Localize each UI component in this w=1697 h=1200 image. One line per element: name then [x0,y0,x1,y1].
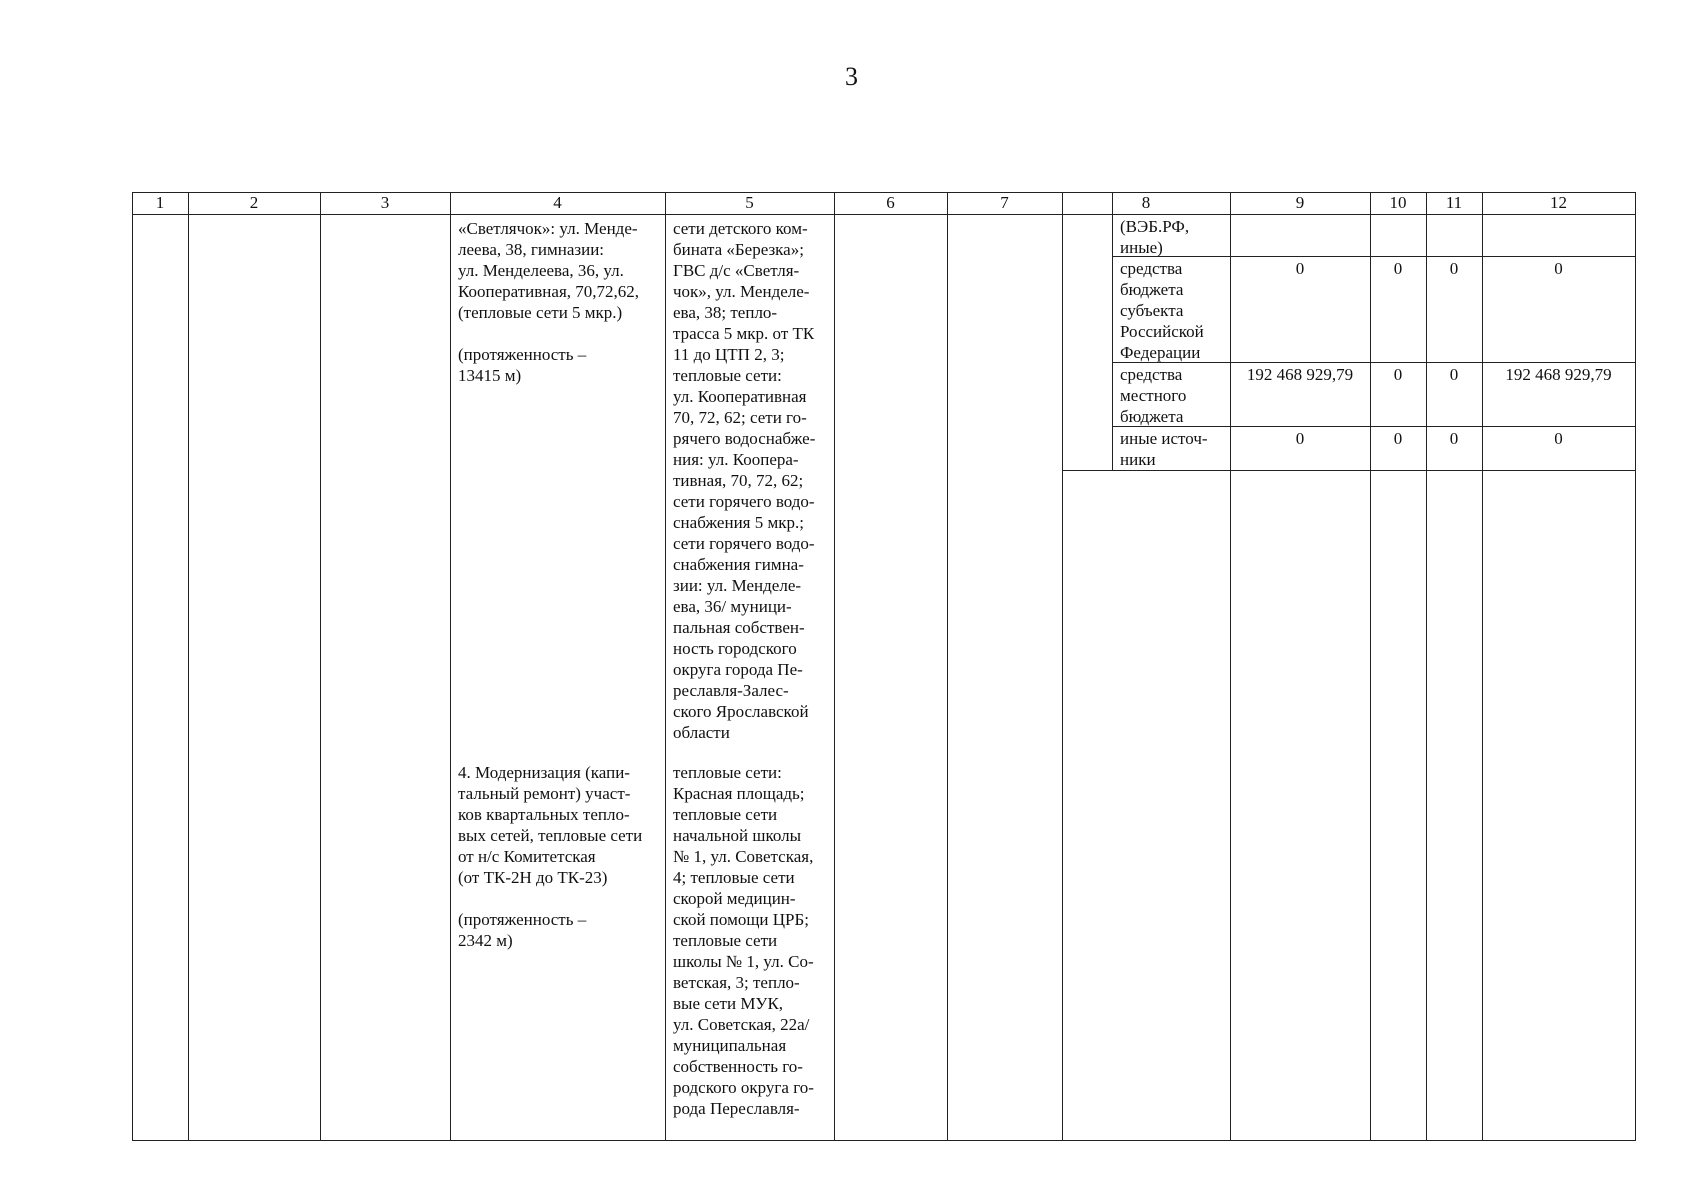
column-border [1370,192,1371,1141]
column-border [1426,192,1427,1141]
column-border [320,192,321,1141]
column-header-8: 8 [1141,193,1151,212]
funding-amount: 192 468 929,79 [1505,365,1612,384]
program-table [132,192,1636,1141]
funding-amount: 0 [1295,429,1305,448]
column-header-1: 1 [155,193,165,212]
column-header-11: 11 [1445,193,1463,212]
funding-amount: 0 [1449,259,1459,278]
funding-amount: 192 468 929,79 [1246,365,1354,384]
column-border [1230,192,1231,1141]
column-border [188,192,189,1141]
funding-source: средства бюджета субъекта Российской Федерации [1120,259,1204,362]
funding-amount: 0 [1554,259,1563,278]
funding-source-border [1112,192,1113,470]
column-header-7: 7 [1000,193,1009,212]
funding-source: (ВЭБ.РФ, иные) [1120,217,1190,257]
funding-amount: 0 [1393,365,1403,384]
funding-source: средства местного бюджета [1120,365,1187,426]
column-border [1062,192,1063,1141]
column-header-2: 2 [249,193,259,212]
header-bottom-border [132,214,1636,215]
object-ownership: тепловые сети: Красная площадь; тепловые сети начальной школы № 1, ул. Советская, 4; тепловые сети скорой медицин- ской помощи ЦРБ; тепловые сети школы № 1, ул. Со- ветская, 3; тепло- вые сети МУК, ул. Советская, 22а/ муниципальная собственность го- родского округа го- рода Переславля- [673,763,814,1118]
column-border [947,192,948,1141]
funding-amount: 0 [1295,259,1305,278]
column-header-3: 3 [380,193,390,212]
table-bottom-border [132,1140,1636,1141]
column-header-9: 9 [1295,193,1305,212]
column-border [834,192,835,1141]
column-header-4: 4 [553,193,562,212]
object-description: 4. Модернизация (капи- тальный ремонт) участ- ков квартальных тепло- вых сетей, тепловые сети от н/с Комитетская (от ТК-2Н до ТК-23) (протяженность – 2342 м) [458,763,643,950]
column-header-12: 12 [1550,193,1567,212]
column-header-6: 6 [886,193,895,212]
column-border [1482,192,1483,1141]
funding-amount: 0 [1393,259,1403,278]
page-number: 3 [845,62,858,91]
funding-amount: 0 [1449,365,1459,384]
column-border [450,192,451,1141]
column-header-10: 10 [1389,193,1407,212]
column-header-5: 5 [745,193,754,212]
column-border [1635,192,1636,1141]
object-description: «Светлячок»: ул. Менде- леева, 38, гимназии: ул. Менделеева, 36, ул. Кооперативная, 70,72,62, (тепловые сети 5 мкр.) (протяженность – 13415 м) [458,219,640,385]
funding-amount: 0 [1554,429,1563,448]
column-border [132,192,133,1141]
funding-amount: 0 [1449,429,1459,448]
funding-block-bottom [1062,470,1636,471]
column-border [665,192,666,1141]
funding-amount: 0 [1393,429,1403,448]
object-ownership: сети детского ком- бината «Березка»; ГВС д/с «Светля- чок», ул. Менделе- ева, 38; тепло- трасса 5 мкр. от ТК 11 до ЦТП 2, 3; тепловые сети: ул. Кооперативная 70, 72, 62; сети го- рячего водоснабже- ния: ул. Коопера- тивная, 70, 72, 62; сети горячего водо- снабжения 5 мкр.; сети горячего водо- снабжения гимна- зии: ул. Менделе- ева, 36/ муници- пальная собствен- ность городского округа города Пе- реславля-Залес- ского Ярославской области [673,219,816,742]
funding-source: иные источ- ники [1120,429,1208,469]
